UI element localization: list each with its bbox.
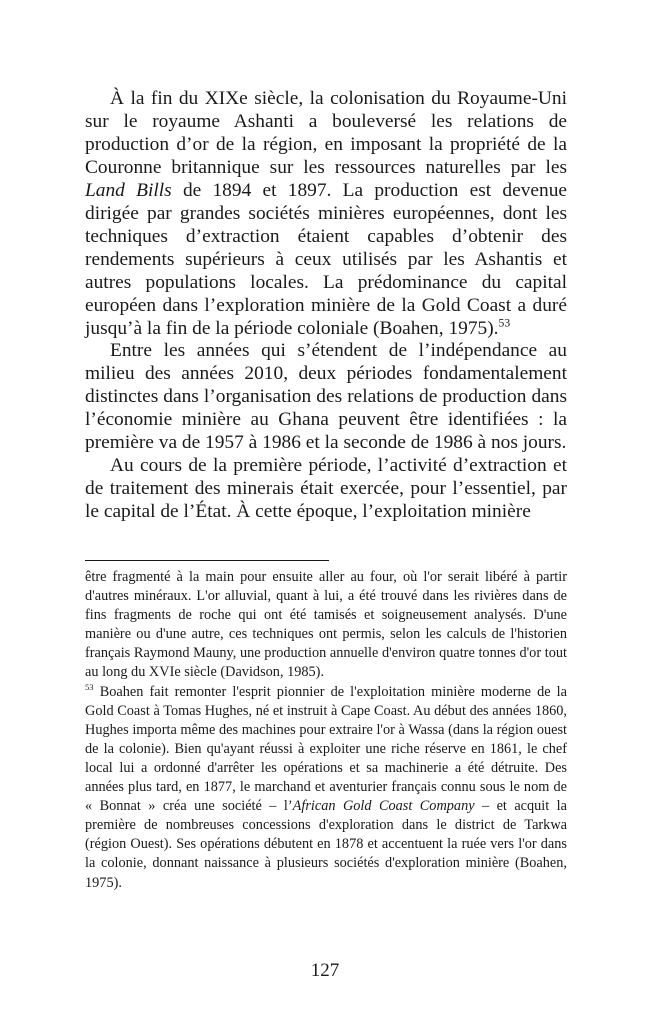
page-number: 127 bbox=[310, 960, 340, 981]
footnote-ref-53[interactable]: 53 bbox=[498, 316, 511, 330]
land-bills-title: Land Bills bbox=[85, 179, 172, 201]
paragraph-2: Entre les années qui s’étendent de l’indépendance au milieu des années 2010, deux périodes fondamentalement distinctes dans l’organisation des relations de production dans l’économie minière au Ghana peuvent être identifiées : la première va de 1957 à 1986 et la seconde de 1986 à nos jours. bbox=[85, 340, 567, 454]
paragraph-1: À la fin du XIXe siècle, la colonisation du Royaume-Uni sur le royaume Ashanti a bouleversé les relations de production d’or de la région, en imposant la propriété de la Couronne britannique sur les ressources naturelles par les Land Bills de 1894 et 1897. La production est devenue dirigée par grandes sociétés minières européennes, dont les techniques d’extraction étaient capables d’obtenir des rendements supérieurs à ceux utilisés par les Ashantis et autres populations locales. La prédominance du capital européen dans l’exploration minière de la Gold Coast a duré jusqu’à la fin de la période coloniale (Boahen, 1975).$^{53}$ bbox=[85, 88, 567, 339]
company-name: African Gold Coast Company bbox=[292, 798, 475, 815]
paragraph-3: Au cours de la première période, l’activité d’extraction et de traitement des minerais était exercée, pour l’essentiel, par le capital de l’État. À cette époque, l’exploitation minière bbox=[85, 455, 567, 523]
footnote-53: $^{53}$ Boahen fait remonter l'esprit pionnier de l'exploitation minière moderne de la Gold Coast à Tomas Hughes, né et instruit à Cape Coast. Au début des années 1860, Hughes importa même des machines pour extraire l'or à Wassa (dans la région ouest de la colonie). Bien qu'ayant réussi à exploiter une riche réserve en 1861, le chef local lui a ordonné d'arrêter les opérations et sa machinerie a été détruite. Des années plus tard, en 1877, le marchand et aventurier français connu sous le nom de « Bonnat » créa une société – l’African Gold Coast Company – et acquit la première de nombreuses concessions d'exploration dans le district de Tarkwa (région Ouest). Ses opérations débutent en 1878 et accentuent la ruée vers l'or dans la colonie, donnant naissance à plusieurs sociétés d'exploration minière (Boahen, 1975). bbox=[85, 681, 567, 891]
footnote-continued: être fragmenté à la main pour ensuite aller au four, où l'or serait libéré à partir d'autres minéraux. L'or alluvial, quant à lui, a été trouvé dans les rivières dans de fins fragments de roche qui ont été tamisés et soigneusement analysés. D'une manière ou d'une autre, ces techniques ont permis, selon les calculs de l'historien français Raymond Mauny, une production annuelle d'environ quatre tonnes d'or tout au long du XVIe siècle (Davidson, 1985). bbox=[85, 569, 567, 681]
main-text bbox=[85, 88, 567, 524]
footnote-number: 53 bbox=[85, 681, 94, 692]
footnote-separator bbox=[85, 560, 329, 561]
footnotes bbox=[85, 568, 567, 893]
